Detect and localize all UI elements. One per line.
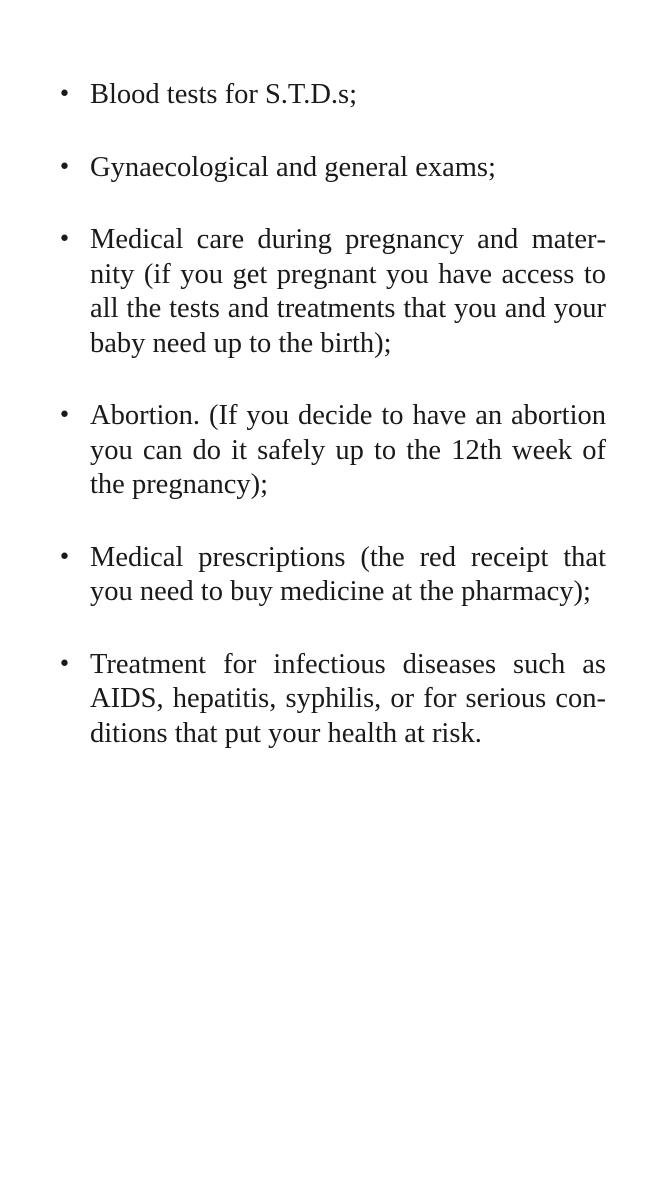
list-item xyxy=(58,648,606,752)
services-bullet-list xyxy=(58,78,606,789)
list-item-text: Treatment for infectious diseases such as AIDS, hepatitis, syphilis, or for serious conditions that put your health at risk. xyxy=(90,648,606,749)
list-item-text: Gynaecological and general exams; xyxy=(90,151,496,183)
list-item xyxy=(58,151,606,186)
list-item-text: Medical prescriptions (the red receipt that you need to buy medicine at the pharmacy); xyxy=(90,541,606,607)
bullet-icon: • xyxy=(58,227,71,252)
list-item xyxy=(58,541,606,610)
list-item xyxy=(58,78,606,113)
list-item xyxy=(58,399,606,503)
list-item-text: Medical care during pregnancy and maternity (if you get pregnant you have access to all the tests and treatments that you and your baby need up to the birth); xyxy=(90,224,606,359)
list-item-text: Blood tests for S.T.D.s; xyxy=(90,79,358,110)
bullet-icon: • xyxy=(58,82,71,107)
list-item xyxy=(58,223,606,361)
bullet-icon: • xyxy=(58,403,71,428)
bullet-icon: • xyxy=(58,651,71,677)
list-item-text: Abortion. (If you decide to have an abortion you can do it safely up to the 12th week of the pregnancy); xyxy=(90,400,606,500)
bullet-icon: • xyxy=(58,154,71,180)
bullet-icon: • xyxy=(58,544,71,570)
